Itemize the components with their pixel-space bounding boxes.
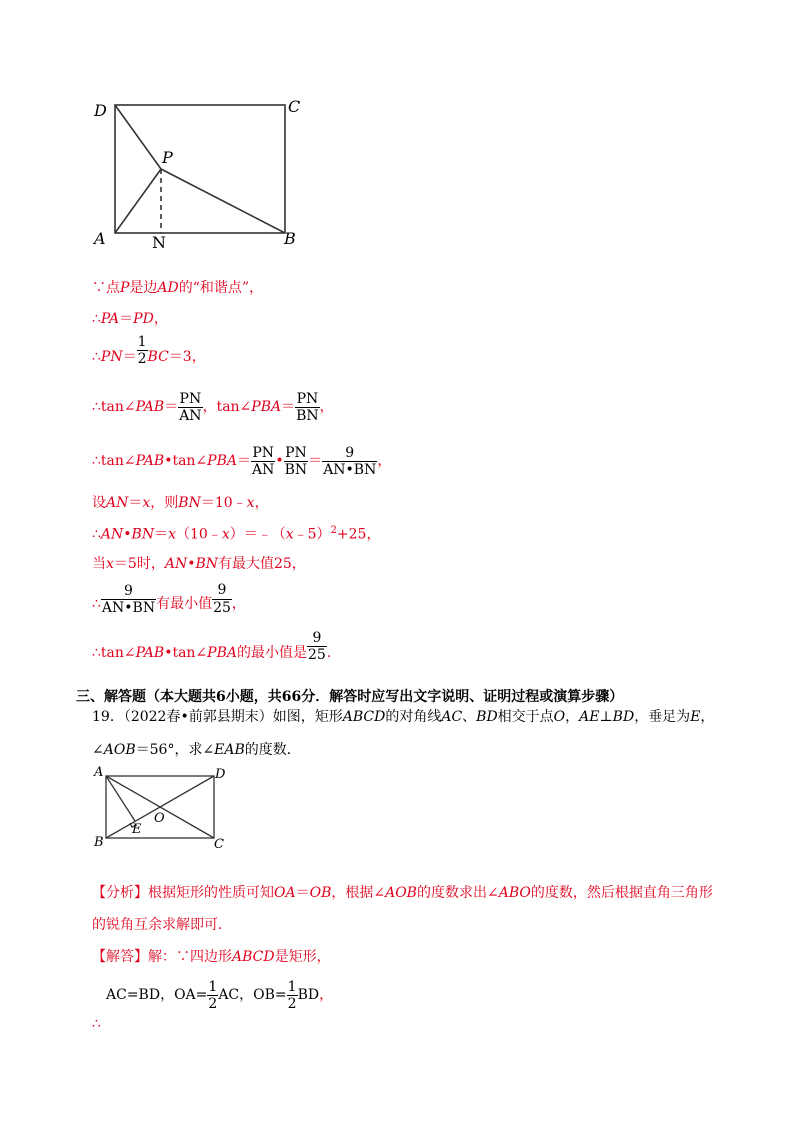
label-C: C: [288, 97, 301, 116]
label2-A: A: [94, 765, 104, 780]
question-19-line-2: ∠AOB＝56°，求∠EAB的度数．: [92, 742, 301, 758]
solution-line-8: 当x＝5时，AN•BN有最大值25，: [92, 556, 306, 572]
question-19-line-1: 19．（2022春•前郭县期末）如图，矩形ABCD的对角线AC、BD相交于点O，AE⊥BD，垂足为E，: [92, 709, 715, 725]
fraction-9-anbn: $\frac{9}{AN•BN}$: [323, 444, 377, 478]
solution-line-4: ∴tan∠PAB＝ $\frac{PN}{AN}$ ，tan∠PBA＝ $\frac{PN}{BN}$ ，: [92, 390, 334, 424]
analysis-line-1: 【分析】根据矩形的性质可知OA＝OB，根据∠AOB的度数求出∠ABO的度数，然后根据直角三角形: [92, 885, 713, 901]
answer-line-1: 【解答】解：∵四边形ABCD是矩形，: [92, 949, 331, 965]
label2-D: D: [215, 767, 226, 782]
label-A: A: [94, 229, 106, 248]
rectangle-figure-p: [88, 92, 318, 252]
section-heading: 三、解答题（本大题共6小题，共66分．解答时应写出文字说明、证明过程或演算步骤）: [76, 689, 624, 705]
solution-line-9: ∴ $\frac{9}{AN•BN}$ 有最小值 $\frac{9}{25}$ ，: [92, 582, 246, 616]
label-D: D: [94, 101, 107, 120]
fraction-half-2: $\frac{1}{2}$: [208, 978, 218, 1012]
analysis-line-2: 的锐角互余求解即可．: [92, 917, 232, 933]
answer-therefore: ∴: [92, 1016, 101, 1032]
fraction-pn-an-2: $\frac{PN}{AN}$: [252, 444, 275, 478]
fraction-9-25-min: $\frac{9}{25}$: [308, 630, 326, 663]
fraction-pn-bn-2: $\frac{PN}{BN}$: [284, 444, 308, 478]
fraction-half-3: $\frac{1}{2}$: [287, 978, 297, 1012]
label2-C: C: [214, 837, 224, 852]
rectangle-figure-abcd: [88, 762, 238, 854]
solution-line-7: ∴AN•BN＝x（10﹣x）＝﹣（x﹣5）$^2$+25，: [92, 525, 381, 543]
answer-equation: AC=BD，OA= $\frac{1}{2}$ AC，OB= $\frac{1}{2}$ BD，: [106, 978, 334, 1012]
label2-O: O: [154, 811, 165, 826]
label2-E: E: [132, 822, 142, 837]
fraction-half: $\frac{1}{2}$: [137, 334, 147, 367]
solution-line-1: ∵点P是边AD的“和谐点”，: [92, 280, 264, 296]
solution-line-3: ∴PN＝ $\frac{1}{2}$ BC＝3，: [92, 334, 206, 367]
label-B: B: [284, 229, 296, 248]
solution-line-2: ∴PA＝PD，: [92, 311, 168, 327]
label-N: N: [152, 233, 166, 252]
label2-B: B: [94, 835, 104, 850]
fraction-pn-an: $\frac{PN}{AN}$: [179, 390, 202, 424]
fraction-9-anbn-2: $\frac{9}{AN•BN}$: [101, 583, 156, 616]
fraction-pn-bn: $\frac{PN}{BN}$: [296, 390, 319, 424]
label-P: P: [162, 148, 173, 167]
solution-line-6: 设AN＝x，则BN＝10﹣x，: [92, 495, 269, 511]
solution-line-10: ∴tan∠PAB•tan∠PBA的最小值是 $\frac{9}{25}$ .: [92, 630, 332, 663]
solution-line-5: ∴tan∠PAB•tan∠PBA＝ $\frac{PN}{AN}$ • $\frac{PN}{BN}$ ＝ $\frac{9}{AN•BN}$ ，: [92, 444, 392, 478]
fraction-9-25: $\frac{9}{25}$: [213, 582, 231, 616]
